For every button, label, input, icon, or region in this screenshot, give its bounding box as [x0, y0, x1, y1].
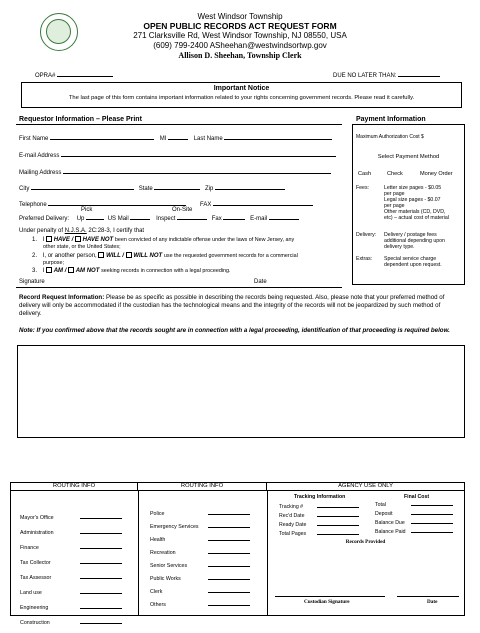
max-cost-label: Maximum Authorization Cost $ — [356, 134, 424, 140]
state-label: State — [138, 186, 153, 192]
zip-label: Zip — [205, 186, 214, 192]
inspect-label: Inspect — [156, 216, 176, 222]
have-not-checkbox[interactable] — [75, 236, 81, 242]
final-cost-title: Final Cost — [404, 494, 430, 500]
opra-field[interactable] — [35, 71, 113, 79]
zip-field[interactable] — [215, 184, 285, 190]
routing-1-item[interactable]: Finance — [20, 543, 122, 558]
check-option[interactable]: Check — [387, 171, 403, 177]
tracking-item[interactable]: Ready Date — [279, 521, 359, 530]
first-name-field[interactable] — [50, 134, 154, 140]
cert-2-text-2: purpose; — [43, 260, 64, 266]
email-label: E-mail Address — [19, 153, 60, 159]
am-checkbox[interactable] — [46, 267, 52, 273]
routing-2-list — [150, 509, 250, 613]
tracking-item[interactable]: Tracking # — [279, 503, 359, 512]
routing-2-item[interactable]: Health — [150, 535, 250, 548]
signature-line[interactable] — [16, 287, 342, 288]
final-cost-item[interactable]: Balance Paid — [375, 528, 453, 537]
fee-legal: Legal size pages - $0.07 — [384, 197, 441, 203]
cert-3 — [32, 267, 231, 274]
extras-text — [384, 256, 442, 268]
opra-line — [57, 71, 113, 77]
custodian-signature-label: Custodian Signature — [304, 599, 350, 605]
records-provided-label: Records Provided — [345, 539, 386, 545]
telephone-field[interactable] — [48, 200, 186, 206]
penalty-post: 2C:28-3, I certify that — [86, 228, 145, 234]
email-delivery-field[interactable] — [269, 214, 299, 220]
us-mail-label: US Mail — [107, 216, 129, 222]
final-cost-list — [375, 501, 453, 537]
fees-label: Fees: — [356, 185, 369, 191]
will-checkbox[interactable] — [98, 252, 104, 258]
cert-1-text-2: other state, or the United States; — [43, 244, 121, 250]
cash-option[interactable]: Cash — [358, 171, 372, 177]
phone-row — [19, 200, 313, 208]
routing-1-item[interactable]: Administration — [20, 528, 122, 543]
payment-heading: Payment Information — [356, 116, 426, 123]
last-name-label: Last Name — [193, 136, 223, 142]
telephone-label: Telephone — [19, 202, 47, 208]
am-not-label: AM NOT — [75, 268, 100, 274]
cert-3-i: I — [42, 268, 45, 274]
routing-2-item[interactable]: Clerk — [150, 587, 250, 600]
delivery-fee-1: Delivery / postage fees — [384, 232, 437, 238]
tracking-item[interactable]: Rec'd Date — [279, 512, 359, 521]
us-mail-field[interactable] — [130, 214, 150, 220]
cert-2 — [32, 252, 298, 259]
routing-1-item[interactable]: Tax Assessor — [20, 573, 122, 588]
email-delivery-label: E-mail — [250, 216, 268, 222]
routing-1-item[interactable]: Tax Collector — [20, 558, 122, 573]
mailing-row — [19, 168, 331, 176]
clerk-name: Allison D. Sheehan, Township Clerk — [178, 51, 302, 60]
custodian-signature-line[interactable] — [275, 596, 385, 597]
notice-title: Important Notice — [213, 85, 270, 92]
mailing-field[interactable] — [63, 168, 331, 174]
payment-box — [352, 124, 465, 285]
legal-proceeding-note: Note: If you confirmed above that the records sought are in connection with a legal proceeding, identification of that proceeding is required below. — [19, 327, 450, 334]
fax-field[interactable] — [213, 200, 313, 206]
routing-2-item[interactable]: Recreation — [150, 548, 250, 561]
contact-info: (609) 799-2400 ASheehan@westwindsortwp.gov — [153, 41, 327, 50]
routing-2-item[interactable]: Others — [150, 600, 250, 613]
city-row — [19, 184, 285, 192]
am-label: AM / — [53, 268, 67, 274]
money-order-option[interactable]: Money Order — [420, 171, 453, 177]
penalty-statement — [19, 228, 144, 234]
routing-divider-1 — [138, 491, 139, 616]
delivery-fee-text — [384, 232, 445, 250]
fax-label: FAX — [200, 202, 212, 208]
tracking-item[interactable]: Total Pages — [279, 530, 359, 539]
delivery-fee-3: delivery type. — [384, 244, 415, 250]
tracking-title: Tracking Information — [294, 494, 346, 500]
pickup-field[interactable] — [86, 214, 104, 220]
extras-label: Extras: — [356, 256, 373, 262]
cert-2-text: use the requested government records for a commercial — [163, 253, 298, 259]
pickup-label: Up — [76, 216, 85, 222]
fee-other-2: etc) – actual cost of material — [384, 215, 449, 221]
delivery-fee-label: Delivery: — [356, 232, 377, 238]
cert-1 — [32, 236, 294, 243]
routing-1-item[interactable]: Land use — [20, 588, 122, 603]
due-date-field[interactable] — [333, 71, 440, 79]
routing-2-item[interactable]: Senior Services — [150, 561, 250, 574]
cert-3-text: seeking records in connection with a legal proceeding. — [101, 268, 231, 274]
final-cost-item[interactable]: Balance Due — [375, 519, 453, 528]
routing-1-item[interactable]: Construction — [20, 618, 122, 633]
city-field[interactable] — [31, 184, 134, 190]
signature-label: Signature — [19, 279, 45, 285]
penalty-law: N.J.S.A. — [64, 228, 87, 234]
requestor-heading: Requestor Information – Please Print — [19, 116, 142, 123]
routing-2-item[interactable]: Police — [150, 509, 250, 522]
have-checkbox[interactable] — [46, 236, 52, 242]
final-cost-item[interactable]: Deposit — [375, 510, 453, 519]
cert-1-num: 1. — [32, 237, 38, 243]
am-not-checkbox[interactable] — [68, 267, 74, 273]
agency-date-line[interactable] — [397, 596, 459, 597]
last-name-field[interactable] — [224, 134, 332, 140]
fee-letter-unit: per page — [384, 191, 405, 197]
fee-letter: Letter size pages - $0.05 — [384, 185, 442, 191]
form-title: OPEN PUBLIC RECORDS ACT REQUEST FORM — [143, 21, 337, 31]
tracking-list — [279, 503, 359, 539]
fee-other: Other materials (CD, DVD, — [384, 209, 446, 215]
agency-title: AGENCY USE ONLY — [267, 483, 464, 491]
first-name-label: First Name — [19, 136, 49, 142]
address: 271 Clarksville Rd, West Windsor Township, NJ 08550, USA — [133, 31, 347, 40]
final-cost-item[interactable]: Total — [375, 501, 453, 510]
pick-label: Pick — [81, 207, 93, 213]
name-row — [19, 134, 332, 142]
routing-divider-2 — [267, 491, 268, 616]
have-label: HAVE / — [53, 237, 74, 243]
routing-2-item[interactable]: Emergency Services — [150, 522, 250, 535]
will-not-label: WILL NOT — [133, 253, 163, 259]
routing-1-list — [20, 513, 122, 633]
cert-2-num: 2. — [32, 253, 38, 259]
state-field[interactable] — [154, 184, 200, 190]
fee-legal-unit: per page — [384, 203, 405, 209]
will-not-checkbox[interactable] — [126, 252, 132, 258]
routing-2-title: ROUTING INFO — [138, 483, 267, 491]
record-request-label: Record Request Information: — [19, 294, 105, 301]
email-field[interactable] — [61, 151, 336, 157]
will-label: WILL / — [106, 253, 124, 259]
agency-date-label: Date — [427, 599, 438, 605]
routing-1-title: ROUTING INFO — [11, 483, 138, 491]
fax-delivery-field[interactable] — [223, 214, 245, 220]
extras-1: Special service charge — [384, 256, 437, 262]
opra-label: OPRA# — [35, 73, 56, 79]
cert-1-i: I — [42, 237, 45, 243]
routing-1-item[interactable]: Engineering — [20, 603, 122, 618]
fax-delivery-label: Fax — [211, 216, 222, 222]
cert-2-i: I, or another person, — [42, 253, 97, 259]
township-name: West Windsor Township — [197, 12, 283, 21]
fees-list — [384, 185, 449, 221]
city-label: City — [19, 186, 30, 192]
delivery-fee-2: additional depending upon — [384, 238, 445, 244]
delivery-row — [19, 214, 299, 222]
routing-1-item[interactable]: Mayor's Office — [20, 513, 122, 528]
extras-2: dependent upon request. — [384, 262, 442, 268]
due-label: DUE NO LATER THAN: — [333, 73, 397, 79]
onsite-label: On-Site — [172, 207, 193, 213]
record-request-text: Please be as specific as possible in describing the records being requested. Also, please note that your preferred method of delivery will only be accommodated if the custodian has the technological means and the integrity of the records will not be jeopardized by such method of delivery. — [19, 294, 445, 317]
mailing-label: Mailing Address — [19, 170, 62, 176]
delivery-label: Preferred Delivery: — [19, 216, 70, 222]
mi-field[interactable] — [168, 134, 188, 140]
date-label: Date — [254, 279, 267, 285]
select-payment-label: Select Payment Method — [377, 154, 440, 160]
inspect-field[interactable] — [177, 214, 207, 220]
requestor-divider — [16, 124, 342, 125]
due-line — [398, 71, 440, 77]
notice-text: The last page of this form contains important information related to your rights concerning government records. Please read it carefully. — [68, 95, 415, 101]
cert-3-num: 3. — [32, 268, 38, 274]
penalty-pre: Under penalty of — [19, 228, 65, 234]
have-not-label: HAVE NOT — [82, 237, 114, 243]
record-request-info — [19, 294, 464, 318]
email-row — [19, 151, 336, 159]
routing-section — [10, 482, 465, 626]
record-request-textarea[interactable] — [17, 345, 465, 438]
important-notice-box — [21, 82, 462, 108]
cert-1-text: been convicted of any indictable offense under the laws of New Jersey, any — [114, 237, 295, 243]
routing-2-item[interactable]: Public Works — [150, 574, 250, 587]
mi-label: MI — [159, 136, 167, 142]
